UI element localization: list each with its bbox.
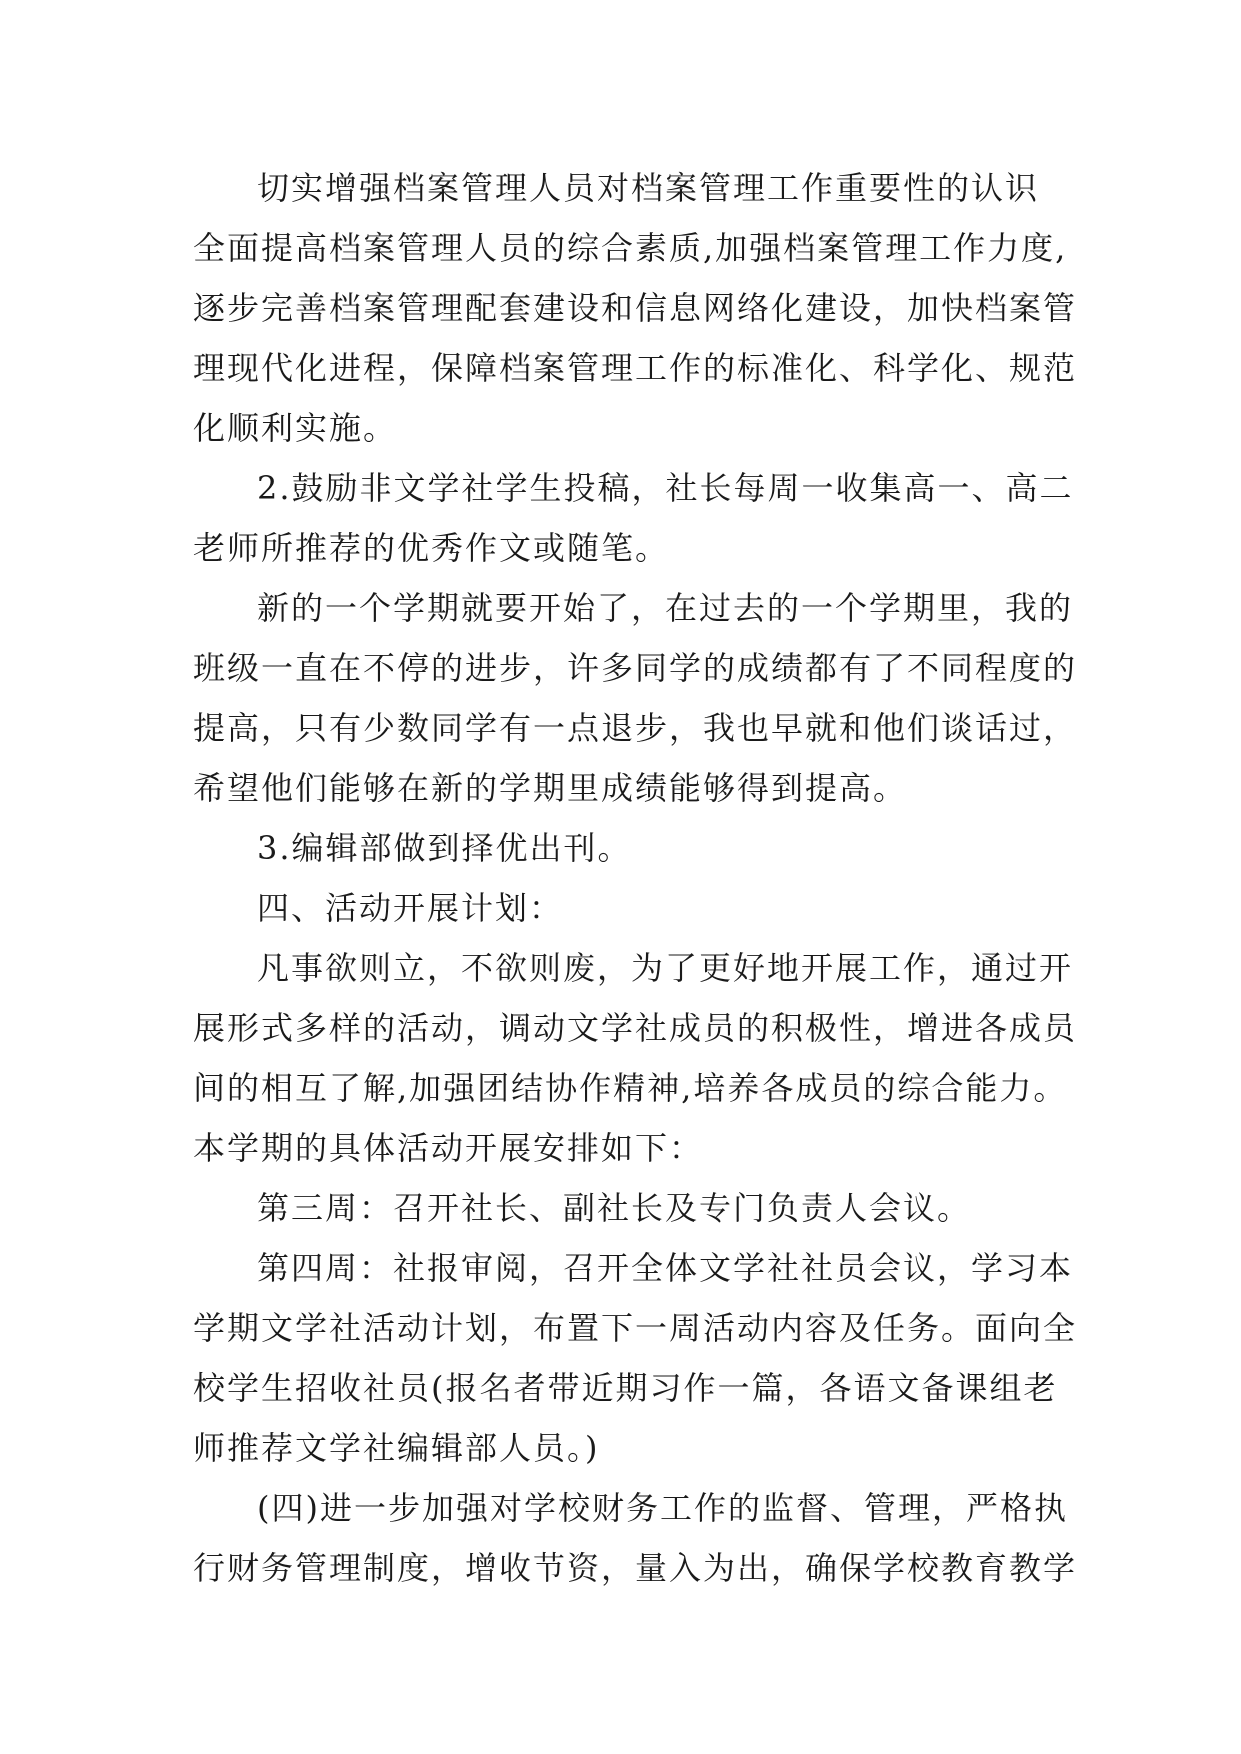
text-line: 第四周：社报审阅，召开全体文学社社员会议，学习本: [257, 1249, 1074, 1287]
text-line: 师推荐文学社编辑部人员。): [193, 1429, 600, 1467]
text-line: 全面提高档案管理人员的综合素质,加强档案管理工作力度,: [193, 229, 1068, 267]
text-line: 凡事欲则立，不欲则废，为了更好地开展工作，通过开: [257, 949, 1074, 987]
text-line: 新的一个学期就要开始了，在过去的一个学期里，我的: [257, 589, 1074, 627]
text-line: (四)进一步加强对学校财务工作的监督、管理，严格执: [257, 1489, 1068, 1527]
text-line: 本学期的具体活动开展安排如下：: [193, 1129, 704, 1167]
text-line: 学期文学社活动计划，布置下一周活动内容及任务。面向全: [193, 1309, 1078, 1347]
text-line: 化顺利实施。: [193, 409, 398, 447]
text-line: 3.编辑部做到择优出刊。: [257, 829, 632, 867]
text-line: 希望他们能够在新的学期里成绩能够得到提高。: [193, 769, 908, 807]
text-line: 行财务管理制度，增收节资，量入为出，确保学校教育教学: [193, 1549, 1078, 1587]
text-line: 逐步完善档案管理配套建设和信息网络化建设，加快档案管: [193, 289, 1078, 327]
text-line: 间的相互了解,加强团结协作精神,培养各成员的综合能力。: [193, 1069, 1068, 1107]
text-line: 2.鼓励非文学社学生投稿，社长每周一收集高一、高二: [257, 469, 1074, 507]
text-line: 班级一直在不停的进步，许多同学的成绩都有了不同程度的: [193, 649, 1078, 687]
text-line: 理现代化进程，保障档案管理工作的标准化、科学化、规范: [193, 349, 1078, 387]
text-line: 四、活动开展计划：: [257, 889, 564, 927]
text-line: 第三周：召开社长、副社长及专门负责人会议。: [257, 1189, 972, 1227]
text-line: 展形式多样的活动，调动文学社成员的积极性，增进各成员: [193, 1009, 1078, 1047]
text-line: 提高，只有少数同学有一点退步，我也早就和他们谈话过，: [193, 709, 1078, 747]
document-body: [193, 158, 1078, 1598]
text-line: 切实增强档案管理人员对档案管理工作重要性的认识: [257, 169, 1040, 207]
text-line: 老师所推荐的优秀作文或随笔。: [193, 529, 670, 567]
text-line: 校学生招收社员(报名者带近期习作一篇，各语文备课组老: [193, 1369, 1058, 1407]
